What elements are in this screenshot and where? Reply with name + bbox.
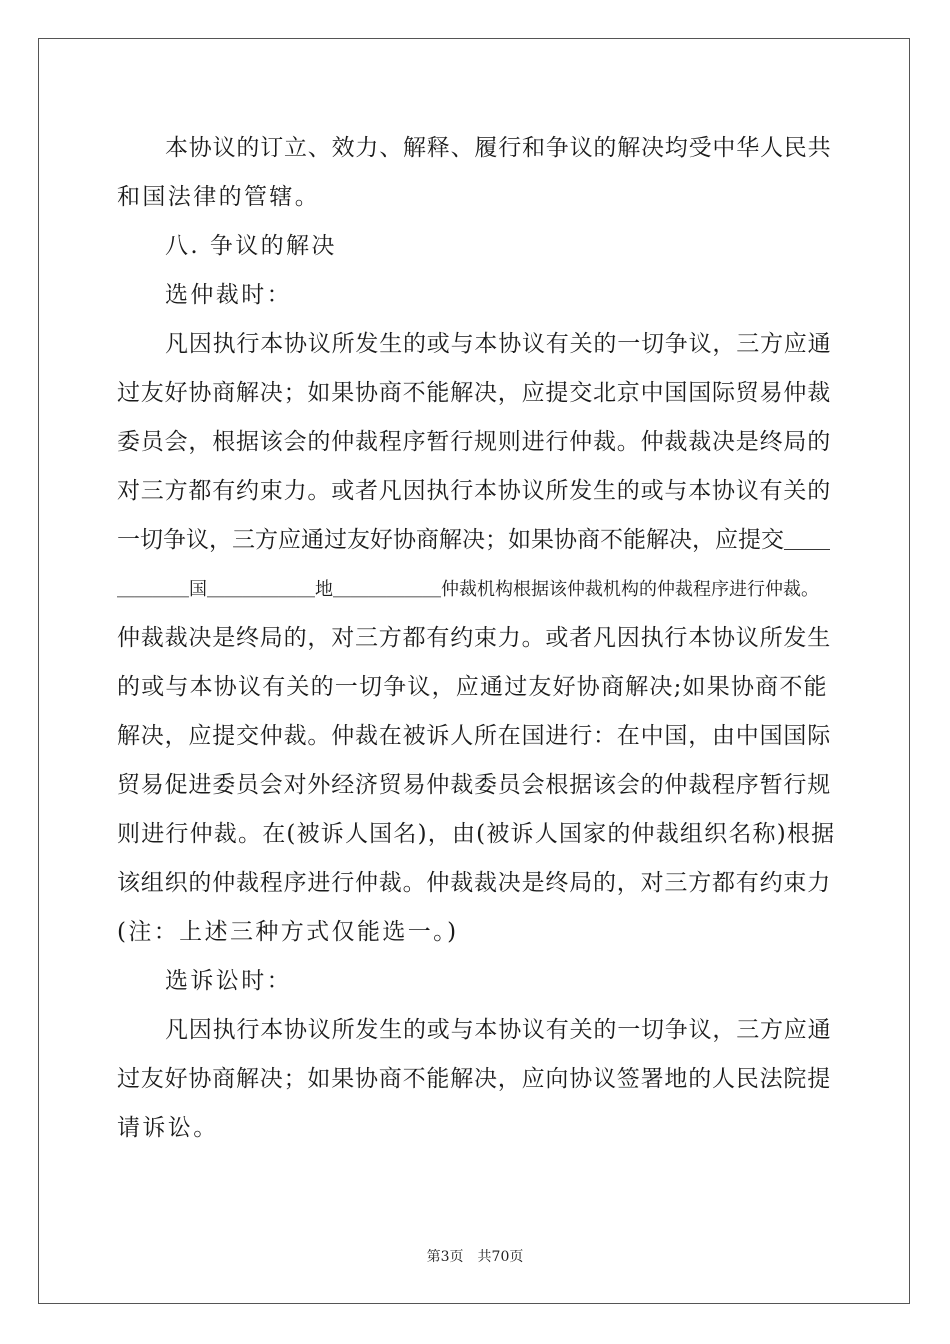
- subheading-litigation: [117, 957, 835, 1006]
- text-line: 仲裁裁决是终局的，对三方都有约束力。或者凡因执行本协议所发生: [117, 625, 831, 651]
- section-heading: [117, 222, 835, 271]
- text-line: (注：上述三种方式仅能选一。): [117, 919, 459, 945]
- text-line: 贸易促进委员会对外经济贸易仲裁委员会根据该会的仲裁程序暂行规: [117, 772, 831, 798]
- page-number: 第3页: [426, 1249, 464, 1265]
- text-line: 过友好协商解决；如果协商不能解决，应向协议签署地的人民法院提: [117, 1066, 831, 1092]
- text-line: 则进行仲裁。在(被诉人国名)，由(被诉人国家的仲裁组织名称)根据: [117, 821, 836, 847]
- page-total: 共70页: [477, 1249, 524, 1265]
- text-line: 该组织的仲裁程序进行仲裁。仲裁裁决是终局的，对三方都有约束力: [117, 870, 831, 896]
- text-line: 一切争议，三方应通过友好协商解决；如果协商不能解决，应提交＿＿: [117, 527, 830, 553]
- text-line: 八. 争议的解决: [165, 233, 337, 259]
- text-line: 凡因执行本协议所发生的或与本协议有关的一切争议，三方应通: [165, 1017, 832, 1043]
- paragraph-arbitration: [117, 320, 835, 957]
- text-line: 请诉讼。: [117, 1115, 219, 1141]
- text-line: 选诉讼时：: [165, 968, 292, 994]
- text-line: 选仲裁时：: [165, 282, 292, 308]
- text-line: 过友好协商解决；如果协商不能解决，应提交北京中国国际贸易仲裁: [117, 380, 831, 406]
- text-line: 的或与本协议有关的一切争议，应通过友好协商解决;如果协商不能: [117, 674, 828, 700]
- text-line: 本协议的订立、效力、解释、履行和争议的解决均受中华人民共: [165, 135, 832, 161]
- paragraph-litigation: [117, 1006, 835, 1153]
- document-body: [117, 124, 835, 1153]
- paragraph-governing-law: [117, 124, 835, 222]
- text-line: 委员会，根据该会的仲裁程序暂行规则进行仲裁。仲裁裁决是终局的: [117, 429, 831, 455]
- subheading-arbitration: [117, 271, 835, 320]
- text-line: 和国法律的管辖。: [117, 184, 321, 210]
- text-line: 对三方都有约束力。或者凡因执行本协议所发生的或与本协议有关的: [117, 478, 831, 504]
- text-line: ＿＿＿＿国＿＿＿＿＿＿地＿＿＿＿＿＿仲裁机构根据该仲裁机构的仲裁程序进行仲裁。: [117, 579, 819, 600]
- page-footer: [0, 1246, 950, 1266]
- text-line: 凡因执行本协议所发生的或与本协议有关的一切争议，三方应通: [165, 331, 832, 357]
- text-line: 解决，应提交仲裁。仲裁在被诉人所在国进行：在中国，由中国国际: [117, 723, 831, 749]
